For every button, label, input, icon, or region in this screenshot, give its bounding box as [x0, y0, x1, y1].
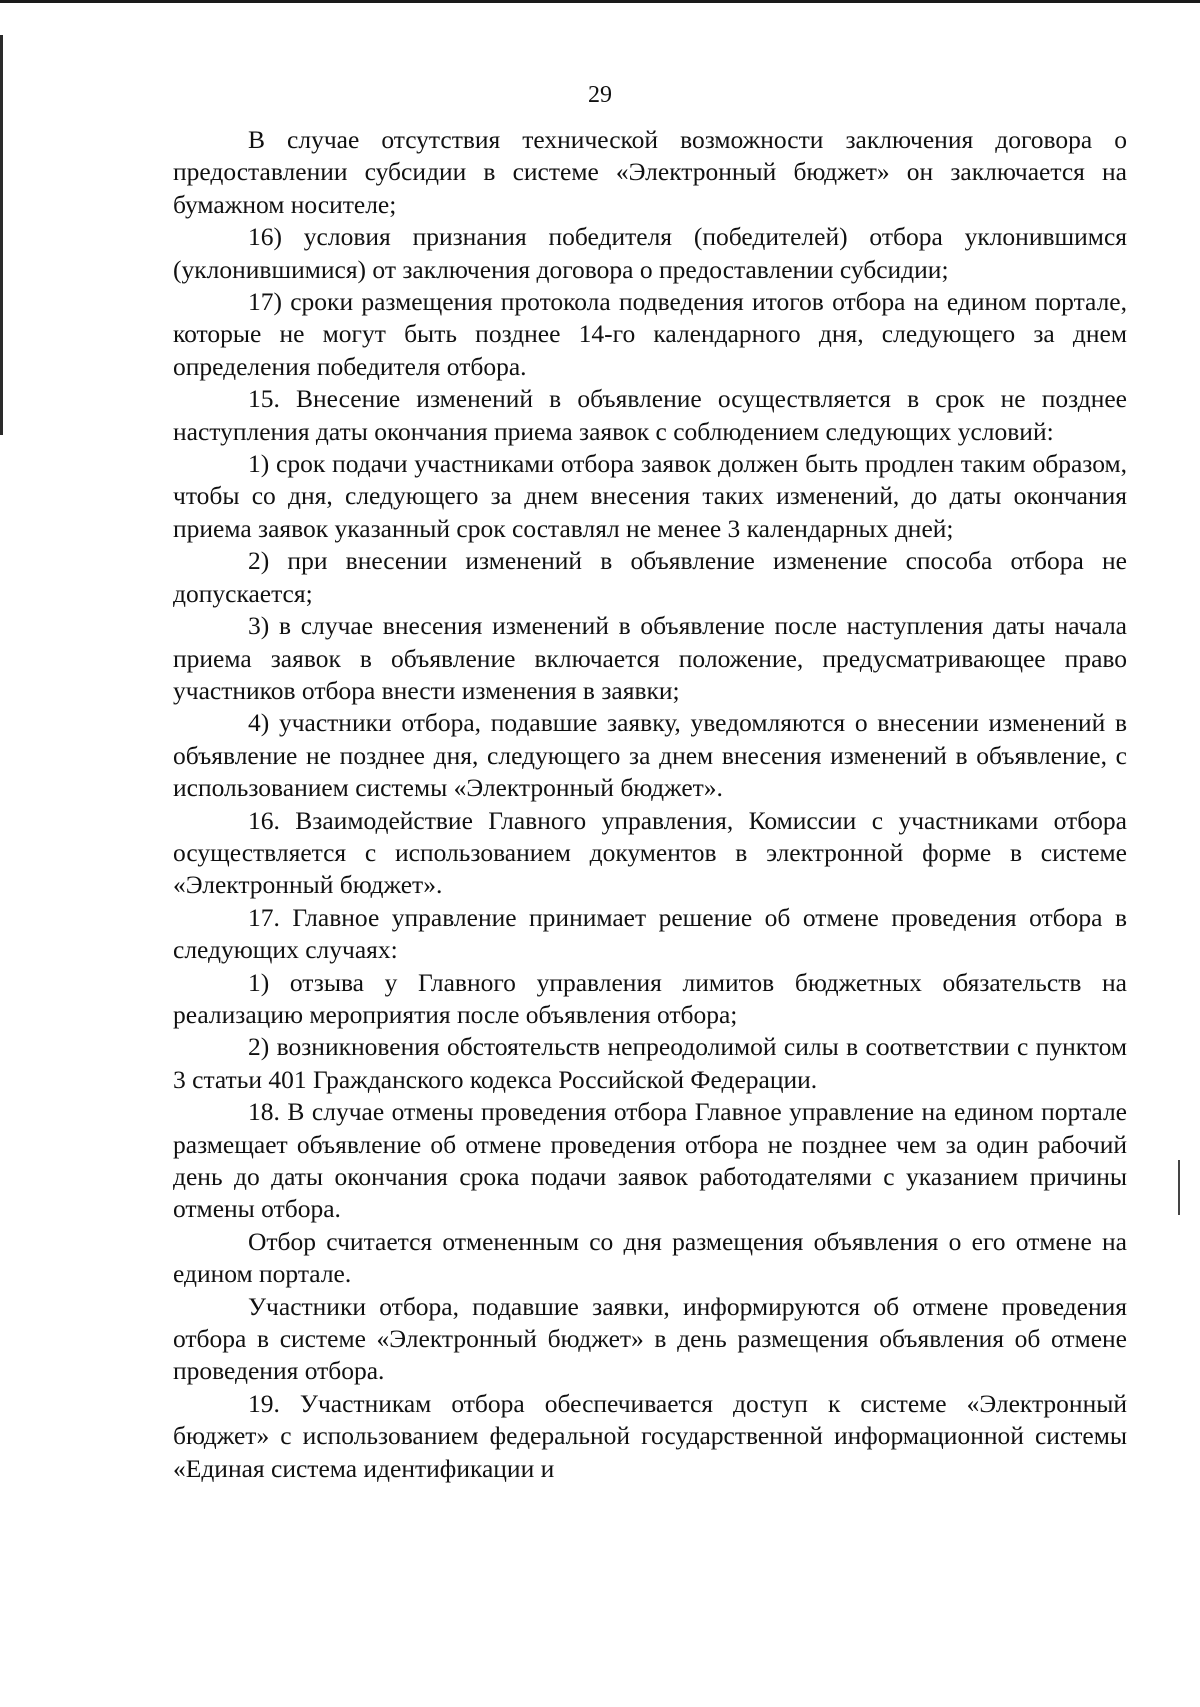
paragraph-15-item-1: 1) срок подачи участниками отбора заявок должен быть продлен таким образом, чтобы со дня, следующего за днем внесения таких изменений, до даты окончания приема заявок указанный срок составлял не менее 3 календарных дней;: [173, 449, 1127, 543]
paragraph-item-17-protocol: 17) сроки размещения протокола подведения итогов отбора на едином портале, которые не могут быть позднее 14-го календарного дня, следующего за днем определения победителя отбора.: [173, 287, 1127, 381]
scan-mark-right: [1178, 1160, 1180, 1215]
paragraph-section-19: 19. Участникам отбора обеспечивается доступ к системе «Электронный бюджет» с использованием федеральной государственной информационной системы «Единая система идентификации и: [173, 1388, 1127, 1483]
paragraph-section-15: 15. Внесение изменений в объявление осуществляется в срок не позднее наступления даты окончания приема заявок с соблюдением следующих условий:: [173, 384, 1127, 446]
page-number: 29: [588, 82, 612, 108]
paragraph-item-16-evasion: 16) условия признания победителя (победителей) отбора уклонившимся (уклонившимися) от заключения договора о предоставлении субсидии;: [173, 222, 1127, 284]
scan-border-top: [0, 0, 1200, 3]
paragraph-17-item-2: 2) возникновения обстоятельств непреодолимой силы в соответствии с пунктом 3 статьи 401 Гражданского кодекса Российской Федерации.: [173, 1032, 1127, 1094]
paragraph-section-16: 16. Взаимодействие Главного управления, Комиссии с участниками отбора осуществляется с использованием документов в электронной форме в системе «Электронный бюджет».: [173, 805, 1127, 900]
paragraph-15-item-4: 4) участники отбора, подавшие заявку, уведомляются о внесении изменений в объявление не позднее дня, следующего за днем внесения изменений в объявление, с использованием системы «Электронный бюджет».: [173, 708, 1127, 803]
paragraph-section-17: 17. Главное управление принимает решение об отмене проведения отбора в следующих случаях:: [173, 902, 1127, 965]
paragraph-17-item-1: 1) отзыва у Главного управления лимитов бюджетных обязательств на реализацию мероприятия после объявления отбора;: [173, 967, 1127, 1029]
paragraph-15-item-3: 3) в случае внесения изменений в объявление после наступления даты начала приема заявок в объявление включается положение, предусматривающее право участников отбора внести изменения в заявки;: [173, 611, 1127, 705]
paragraph-18-participants: Участники отбора, подавшие заявки, информируются об отмене проведения отбора в системе «Электронный бюджет» в день размещения объявления об отмене проведения отбора.: [173, 1291, 1127, 1386]
paragraph-contract-paper: В случае отсутствия технической возможности заключения договора о предоставлении субсидии в системе «Электронный бюджет» он заключается на бумажном носителе;: [173, 125, 1127, 219]
document-body: [173, 124, 1127, 1485]
paragraph-18-cancelled: Отбор считается отмененным со дня размещения объявления о его отмене на едином портале.: [173, 1226, 1127, 1289]
paragraph-section-18: 18. В случае отмены проведения отбора Главное управление на едином портале размещает объявление об отмене проведения отбора не позднее чем за один рабочий день до даты окончания срока подачи заявок работодателями с указанием причины отмены отбора.: [173, 1097, 1127, 1224]
paragraph-15-item-2: 2) при внесении изменений в объявление изменение способа отбора не допускается;: [173, 546, 1127, 608]
